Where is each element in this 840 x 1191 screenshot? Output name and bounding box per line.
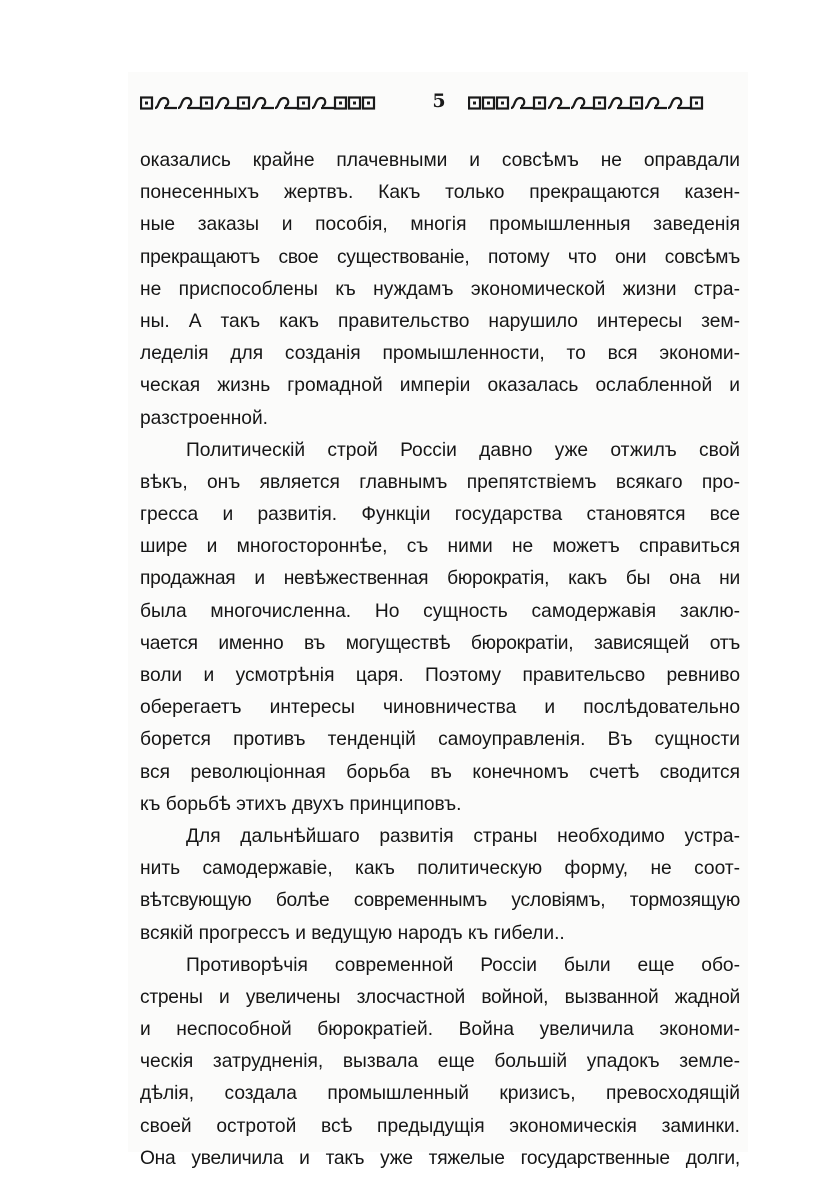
text-line: ческая жизнь громадной имперіи оказалась ослабленной и [140, 375, 740, 397]
paragraph [140, 435, 740, 821]
text-line: ны. А такъ какъ правительство нарушило интересы зем- [140, 310, 740, 332]
text-line: вѣтсвующую болѣе современнымъ условіямъ, тормозящую [140, 890, 740, 912]
page-number: 5 [432, 90, 446, 112]
text-line: Противорѣчія современной Россіи были еще обо- [186, 954, 740, 976]
text-line: продажная и невѣжественная бюрократія, какъ бы она ни [140, 568, 740, 590]
paragraph [140, 821, 740, 950]
text-line: ные заказы и пособія, многія промышленныя заведенія [140, 214, 740, 236]
text-line: прекращаютъ свое существованіе, потому что они совсѣмъ [140, 246, 740, 268]
paragraph [140, 145, 740, 435]
text-line: леделія для созданія промышленности, то вся экономи- [140, 343, 740, 365]
text-line: борется противъ тенденцій самоуправленія. Въ сущности [140, 729, 740, 751]
text-line: понесенныхъ жертвъ. Какъ только прекращаются казен- [140, 182, 740, 204]
text-line: вся революціонная борьба въ конечномъ счетѣ сводится [140, 761, 740, 783]
text-line: нить самодержавіе, какъ политическую форму, не соот- [140, 858, 740, 880]
text-line: гресса и развитія. Функціи государства становятся все [140, 504, 740, 526]
running-header [140, 92, 740, 114]
text-line: оказались крайне плачевными и совсѣмъ не оправдали [140, 150, 740, 171]
text-line: къ борьбѣ этихъ двухъ принциповъ. [140, 793, 462, 815]
text-line: стрены и увеличены злосчастной войной, вызванной жадной [140, 986, 740, 1008]
text-line: не приспособлены къ нуждамъ экономической жизни стра- [140, 278, 740, 300]
text-line: Для дальнѣйшаго развитія страны необходимо устра- [186, 825, 740, 847]
paragraph [140, 950, 740, 1175]
text-line: вѣкъ, онъ является главнымъ препятствіемъ всякаго про- [140, 471, 740, 493]
text-line: дѣлія, создала промышленный кризисъ, превосходящій [140, 1083, 740, 1105]
text-line: ческія затрудненія, вызвала еще большій упадокъ земле- [140, 1051, 740, 1073]
text-line: Политическій строй Россіи давно уже отжилъ свой [186, 439, 740, 461]
left-ornament-border [140, 96, 410, 110]
text-line: всякій прогрессъ и ведущую народъ къ гибели.. [140, 922, 565, 944]
text-line: была многочисленна. Но сущность самодержавія заклю- [140, 600, 740, 622]
text-line: шире и многостороннѣе, съ ними не можетъ справиться [140, 536, 740, 558]
text-line: Она увеличила и такъ уже тяжелые государственные долги, [140, 1147, 740, 1169]
text-line: разстроенной. [140, 407, 269, 429]
text-line: и неспособной бюрократіей. Война увеличила экономи- [140, 1019, 740, 1041]
body-text [140, 145, 740, 1175]
text-line: своей остротой всѣ предыдущія экономическія заминки. [140, 1115, 740, 1137]
text-line: воли и усмотрѣнія царя. Поэтому правительсво ревниво [140, 665, 740, 686]
right-ornament-border [468, 96, 740, 110]
text-line: чается именно въ могуществѣ бюрократіи, зависящей отъ [140, 632, 740, 654]
text-line: оберегаетъ интересы чиновничества и послѣдовательно [140, 697, 740, 719]
